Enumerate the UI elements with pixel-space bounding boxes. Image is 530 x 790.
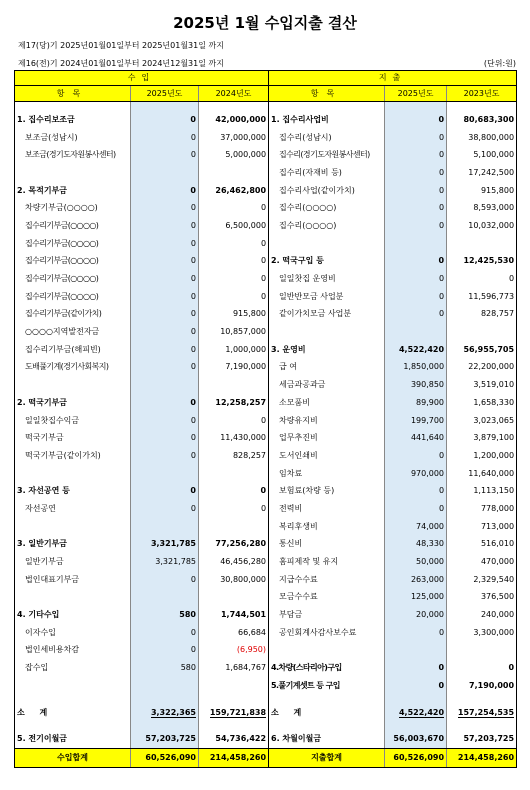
expense-total-label: 지출합계 — [269, 749, 385, 768]
income-previous-value: 37,000,000 — [199, 129, 269, 147]
expense-subtotal-label: 소 계 — [269, 704, 385, 722]
income-item-label: 차량기부금(○○○○) — [15, 199, 131, 217]
income-item-label: 3. 자선공연 등 — [15, 482, 131, 500]
expense-current-value: 0 — [385, 447, 447, 465]
income-current-value: 0 — [131, 235, 199, 253]
expense-current-value: 0 — [385, 129, 447, 147]
income-item-label: 법인대표기부금 — [15, 571, 131, 589]
income-total-previous: 214,458,260 — [199, 749, 269, 768]
income-item-label: ○○○○지역발전자금 — [15, 323, 131, 341]
income-current-value: 0 — [131, 146, 199, 164]
expense-previous-value: 56,955,705 — [447, 341, 517, 359]
expense-current-value: 0 — [385, 182, 447, 200]
income-current-value: 0 — [131, 624, 199, 642]
income-previous-value: 0 — [199, 199, 269, 217]
expense-item-label: 1. 집수리사업비 — [269, 111, 385, 129]
expense-current-value: 0 — [385, 146, 447, 164]
income-previous-value: 42,000,000 — [199, 111, 269, 129]
expense-carry-current: 56,003,670 — [385, 730, 447, 748]
column-header-row — [15, 86, 517, 102]
income-previous-value: 12,258,257 — [199, 394, 269, 412]
ledger-row — [15, 429, 517, 447]
income-current-value: 0 — [131, 323, 199, 341]
expense-previous-value: 80,683,300 — [447, 111, 517, 129]
subtotal-row — [15, 704, 517, 722]
income-previous-value — [199, 589, 269, 607]
expense-item-label: 일반반모금 사업분 — [269, 288, 385, 306]
income-current-value: 0 — [131, 129, 199, 147]
income-current-header: 2025년도 — [131, 86, 199, 102]
expense-current-value: 125,000 — [385, 589, 447, 607]
expense-item-label: 5.풀기계셋트 등 구입 — [269, 677, 385, 695]
expense-total-current: 60,526,090 — [385, 749, 447, 768]
income-previous-value: 30,800,000 — [199, 571, 269, 589]
ledger-row — [15, 571, 517, 589]
ledger-table — [14, 70, 517, 768]
income-item-label — [15, 376, 131, 394]
expense-previous-value: 11,640,000 — [447, 465, 517, 483]
income-current-value: 0 — [131, 182, 199, 200]
income-item-label: 1. 집수리보조금 — [15, 111, 131, 129]
expense-previous-value: 470,000 — [447, 553, 517, 571]
expense-current-value: 0 — [385, 164, 447, 182]
expense-item-label: 지급수수료 — [269, 571, 385, 589]
expense-item-label — [269, 235, 385, 253]
income-item-label — [15, 589, 131, 607]
ledger-row — [15, 412, 517, 430]
ledger-row — [15, 306, 517, 324]
income-previous-value: 828,257 — [199, 447, 269, 465]
expense-current-value: 390,850 — [385, 376, 447, 394]
expense-item-label: 같이가치모금 사업분 — [269, 306, 385, 324]
income-current-value — [131, 465, 199, 483]
income-current-value: 0 — [131, 429, 199, 447]
income-item-label: 집수리기부금(해피빈) — [15, 341, 131, 359]
ledger-row — [15, 394, 517, 412]
expense-current-value: 0 — [385, 199, 447, 217]
ledger-row — [15, 341, 517, 359]
expense-item-label — [269, 323, 385, 341]
ledger-body — [15, 111, 517, 695]
expense-current-value: 199,700 — [385, 412, 447, 430]
income-previous-value: 0 — [199, 482, 269, 500]
ledger-row — [15, 659, 517, 677]
expense-previous-value — [447, 235, 517, 253]
income-subtotal-current: 3,322,365 — [150, 707, 196, 717]
expense-current-value: 20,000 — [385, 606, 447, 624]
expense-subtotal-current: 4,522,420 — [398, 707, 445, 717]
ledger-row — [15, 606, 517, 624]
income-previous-header: 2024년도 — [199, 86, 269, 102]
expense-previous-value: 0 — [447, 659, 517, 677]
income-item-label: 잡수입 — [15, 659, 131, 677]
income-previous-value: (6,950) — [199, 642, 269, 660]
expense-item-label: 소모품비 — [269, 394, 385, 412]
income-current-value: 0 — [131, 412, 199, 430]
income-item-label: 집수리기부금(○○○○) — [15, 235, 131, 253]
expense-previous-value: 1,658,330 — [447, 394, 517, 412]
expense-previous-value: 1,113,150 — [447, 482, 517, 500]
income-item-header: 항목 — [15, 86, 131, 102]
income-item-label: 보조금(경기도자원봉사센터) — [15, 146, 131, 164]
expense-item-label: 공인회계사감사보수료 — [269, 624, 385, 642]
income-current-value: 0 — [131, 642, 199, 660]
expense-current-value: 0 — [385, 624, 447, 642]
expense-total-previous: 214,458,260 — [447, 749, 517, 768]
income-item-label: 도배풀기계(경기사회복지) — [15, 359, 131, 377]
income-current-value: 3,321,785 — [131, 536, 199, 554]
ledger-row — [15, 199, 517, 217]
expense-item-label: 집수리사업(같이가치) — [269, 182, 385, 200]
income-total-label: 수입합계 — [15, 749, 131, 768]
income-current-value: 0 — [131, 199, 199, 217]
income-item-label — [15, 518, 131, 536]
ledger-row — [15, 447, 517, 465]
expense-previous-value: 17,242,500 — [447, 164, 517, 182]
income-previous-value: 0 — [199, 412, 269, 430]
expense-previous-value: 828,757 — [447, 306, 517, 324]
expense-current-value — [385, 235, 447, 253]
expense-previous-value: 12,425,530 — [447, 253, 517, 271]
expense-previous-value: 713,000 — [447, 518, 517, 536]
expense-item-label: 전력비 — [269, 500, 385, 518]
expense-current-value: 0 — [385, 677, 447, 695]
expense-previous-value: 5,100,000 — [447, 146, 517, 164]
income-previous-value — [199, 677, 269, 695]
income-current-value: 0 — [131, 288, 199, 306]
expense-item-label: 4.차량(스타리아)구입 — [269, 659, 385, 677]
income-previous-value: 11,430,000 — [199, 429, 269, 447]
income-carry-current: 57,203,725 — [131, 730, 199, 748]
expense-item-label: 급 여 — [269, 359, 385, 377]
ledger-row — [15, 518, 517, 536]
expense-item-label: 집수리(○○○○) — [269, 217, 385, 235]
income-previous-value: 66,684 — [199, 624, 269, 642]
expense-item-label: 집수리(경기도자원봉사센터) — [269, 146, 385, 164]
ledger-row — [15, 270, 517, 288]
ledger-row — [15, 589, 517, 607]
expense-current-value — [385, 642, 447, 660]
income-previous-value: 77,256,280 — [199, 536, 269, 554]
income-item-label: 2. 떡국기부금 — [15, 394, 131, 412]
expense-item-label: 3. 운영비 — [269, 341, 385, 359]
expense-previous-value — [447, 642, 517, 660]
expense-current-value: 0 — [385, 482, 447, 500]
income-previous-value — [199, 465, 269, 483]
expense-previous-value: 22,200,000 — [447, 359, 517, 377]
expense-item-label: 집수리(자재비 등) — [269, 164, 385, 182]
expense-current-value: 1,850,000 — [385, 359, 447, 377]
ledger-row — [15, 323, 517, 341]
income-previous-value: 26,462,800 — [199, 182, 269, 200]
expense-item-label: 차량유지비 — [269, 412, 385, 430]
expense-item-label: 보험료(차량 등) — [269, 482, 385, 500]
expense-item-label: 도서인쇄비 — [269, 447, 385, 465]
ledger-row — [15, 465, 517, 483]
income-current-value — [131, 164, 199, 182]
expense-carry-label: 6. 차월이월금 — [269, 730, 385, 748]
ledger-row — [15, 359, 517, 377]
income-item-label: 집수리기부금(○○○○) — [15, 253, 131, 271]
income-item-label: 집수리기부금(같이가치) — [15, 306, 131, 324]
expense-previous-value: 10,032,000 — [447, 217, 517, 235]
expense-current-value: 50,000 — [385, 553, 447, 571]
income-item-label: 이자수입 — [15, 624, 131, 642]
expense-previous-value: 240,000 — [447, 606, 517, 624]
expense-item-label: 복리후생비 — [269, 518, 385, 536]
ledger-row — [15, 235, 517, 253]
expense-current-value: 89,900 — [385, 394, 447, 412]
carryover-row — [15, 730, 517, 748]
expense-current-value: 0 — [385, 288, 447, 306]
expense-item-label: 2. 떡국구입 등 — [269, 253, 385, 271]
expense-current-value — [385, 323, 447, 341]
income-previous-value — [199, 164, 269, 182]
expense-current-value: 441,640 — [385, 429, 447, 447]
expense-current-value: 0 — [385, 306, 447, 324]
income-item-label: 집수리기부금(○○○○) — [15, 288, 131, 306]
income-current-value: 0 — [131, 394, 199, 412]
income-previous-value: 0 — [199, 270, 269, 288]
expense-item-label: 일일찻집 운영비 — [269, 270, 385, 288]
expense-item-label: 세금과공과금 — [269, 376, 385, 394]
income-item-label — [15, 465, 131, 483]
income-previous-value: 10,857,000 — [199, 323, 269, 341]
expense-previous-value — [447, 323, 517, 341]
expense-previous-value: 3,023,065 — [447, 412, 517, 430]
income-item-label — [15, 677, 131, 695]
income-previous-value: 7,190,000 — [199, 359, 269, 377]
expense-previous-header: 2023년도 — [447, 86, 517, 102]
expense-current-value: 0 — [385, 111, 447, 129]
income-previous-value: 0 — [199, 288, 269, 306]
ledger-row — [15, 146, 517, 164]
income-item-label: 일일찻집수익금 — [15, 412, 131, 430]
expense-current-header: 2025년도 — [385, 86, 447, 102]
income-current-value: 580 — [131, 659, 199, 677]
expense-current-value: 0 — [385, 253, 447, 271]
expense-item-header: 항목 — [269, 86, 385, 102]
expense-item-label: 임차료 — [269, 465, 385, 483]
income-item-label: 2. 목적기부금 — [15, 182, 131, 200]
expense-current-value: 74,000 — [385, 518, 447, 536]
income-previous-value: 0 — [199, 253, 269, 271]
period-previous: 제16(전)기 2024년01월01일부터 2024년12월31일 까지 — [18, 59, 224, 68]
ledger-row — [15, 164, 517, 182]
income-item-label: 3. 일반기부금 — [15, 536, 131, 554]
income-item-label: 집수리기부금(○○○○) — [15, 217, 131, 235]
income-previous-value: 915,800 — [199, 306, 269, 324]
income-item-label — [15, 164, 131, 182]
expense-current-value: 48,330 — [385, 536, 447, 554]
spacer-row — [15, 721, 517, 730]
expense-previous-value: 7,190,000 — [447, 677, 517, 695]
income-item-label: 떡국기부금(같이가치) — [15, 447, 131, 465]
expense-current-value: 970,000 — [385, 465, 447, 483]
income-current-value: 0 — [131, 482, 199, 500]
spacer-row — [15, 102, 517, 112]
expense-previous-value: 11,596,773 — [447, 288, 517, 306]
expense-previous-value: 38,800,000 — [447, 129, 517, 147]
income-carry-previous: 54,736,422 — [199, 730, 269, 748]
income-previous-value: 1,000,000 — [199, 341, 269, 359]
income-item-label: 보조금(성남시) — [15, 129, 131, 147]
income-previous-value: 1,744,501 — [199, 606, 269, 624]
report-title: 2025년 1월 수입지출 결산 — [173, 14, 357, 32]
expense-previous-value: 516,010 — [447, 536, 517, 554]
expense-previous-value: 3,519,010 — [447, 376, 517, 394]
income-current-value: 0 — [131, 571, 199, 589]
income-subtotal-label: 소 계 — [15, 704, 131, 722]
expense-previous-value: 3,879,100 — [447, 429, 517, 447]
income-current-value: 580 — [131, 606, 199, 624]
income-current-value: 0 — [131, 500, 199, 518]
expense-item-label — [269, 642, 385, 660]
income-item-label: 집수리기부금(○○○○) — [15, 270, 131, 288]
expense-previous-value: 8,593,000 — [447, 199, 517, 217]
expense-current-value: 4,522,420 — [385, 341, 447, 359]
income-previous-value: 0 — [199, 235, 269, 253]
income-item-label: 일반기부금 — [15, 553, 131, 571]
expense-item-label: 집수리(성남시) — [269, 129, 385, 147]
expense-current-value: 0 — [385, 500, 447, 518]
ledger-row — [15, 482, 517, 500]
expense-current-value: 0 — [385, 659, 447, 677]
income-previous-value: 1,684,767 — [199, 659, 269, 677]
income-current-value: 0 — [131, 253, 199, 271]
income-item-label: 법인세비용차감 — [15, 642, 131, 660]
expense-item-label: 모금수수료 — [269, 589, 385, 607]
income-current-value: 0 — [131, 217, 199, 235]
income-current-value: 0 — [131, 111, 199, 129]
expense-item-label: 집수리(○○○○) — [269, 199, 385, 217]
income-carry-label: 5. 전기이월금 — [15, 730, 131, 748]
income-total-current: 60,526,090 — [131, 749, 199, 768]
ledger-row — [15, 624, 517, 642]
expense-previous-value: 1,200,000 — [447, 447, 517, 465]
income-item-label: 떡국기부금 — [15, 429, 131, 447]
income-current-value — [131, 518, 199, 536]
ledger-row — [15, 536, 517, 554]
period-current: 제17(당)기 2025년01월01일부터 2025년01월31일 까지 — [18, 41, 224, 50]
income-current-value: 0 — [131, 306, 199, 324]
grand-total-row — [15, 749, 517, 768]
ledger-row — [15, 376, 517, 394]
expense-item-label: 업무추진비 — [269, 429, 385, 447]
expense-previous-value: 376,500 — [447, 589, 517, 607]
income-previous-value — [199, 376, 269, 394]
expense-item-label: 통신비 — [269, 536, 385, 554]
expense-item-label: 부담금 — [269, 606, 385, 624]
income-previous-value: 46,456,280 — [199, 553, 269, 571]
ledger-row — [15, 253, 517, 271]
ledger-row — [15, 677, 517, 695]
expense-item-label: 홈피제작 및 유지 — [269, 553, 385, 571]
expense-previous-value: 2,329,540 — [447, 571, 517, 589]
ledger-row — [15, 217, 517, 235]
income-current-value: 0 — [131, 359, 199, 377]
income-current-value: 0 — [131, 447, 199, 465]
income-current-value — [131, 677, 199, 695]
income-item-label: 자선공연 — [15, 500, 131, 518]
income-current-value — [131, 589, 199, 607]
section-header-row — [15, 71, 517, 86]
ledger-row — [15, 642, 517, 660]
income-previous-value: 6,500,000 — [199, 217, 269, 235]
expense-previous-value: 778,000 — [447, 500, 517, 518]
spacer-row — [15, 695, 517, 704]
income-current-value — [131, 376, 199, 394]
expense-previous-value: 0 — [447, 270, 517, 288]
ledger-row — [15, 129, 517, 147]
income-current-value: 0 — [131, 270, 199, 288]
ledger-row — [15, 288, 517, 306]
expense-section-header: 지출 — [269, 71, 517, 86]
expense-carry-previous: 57,203,725 — [447, 730, 517, 748]
income-previous-value — [199, 518, 269, 536]
income-previous-value: 0 — [199, 500, 269, 518]
ledger-row — [15, 182, 517, 200]
income-previous-value: 5,000,000 — [199, 146, 269, 164]
expense-current-value: 0 — [385, 217, 447, 235]
income-current-value: 3,321,785 — [131, 553, 199, 571]
expense-current-value: 263,000 — [385, 571, 447, 589]
ledger-row — [15, 500, 517, 518]
expense-previous-value: 915,800 — [447, 182, 517, 200]
expense-subtotal-previous: 157,254,535 — [457, 707, 515, 717]
expense-previous-value: 3,300,000 — [447, 624, 517, 642]
ledger-row — [15, 111, 517, 129]
income-subtotal-previous: 159,721,838 — [209, 707, 267, 717]
expense-current-value: 0 — [385, 270, 447, 288]
income-item-label: 4. 기타수입 — [15, 606, 131, 624]
ledger-row — [15, 553, 517, 571]
unit-label: (단위:원) — [483, 59, 516, 68]
income-section-header: 수입 — [15, 71, 269, 86]
income-current-value: 0 — [131, 341, 199, 359]
